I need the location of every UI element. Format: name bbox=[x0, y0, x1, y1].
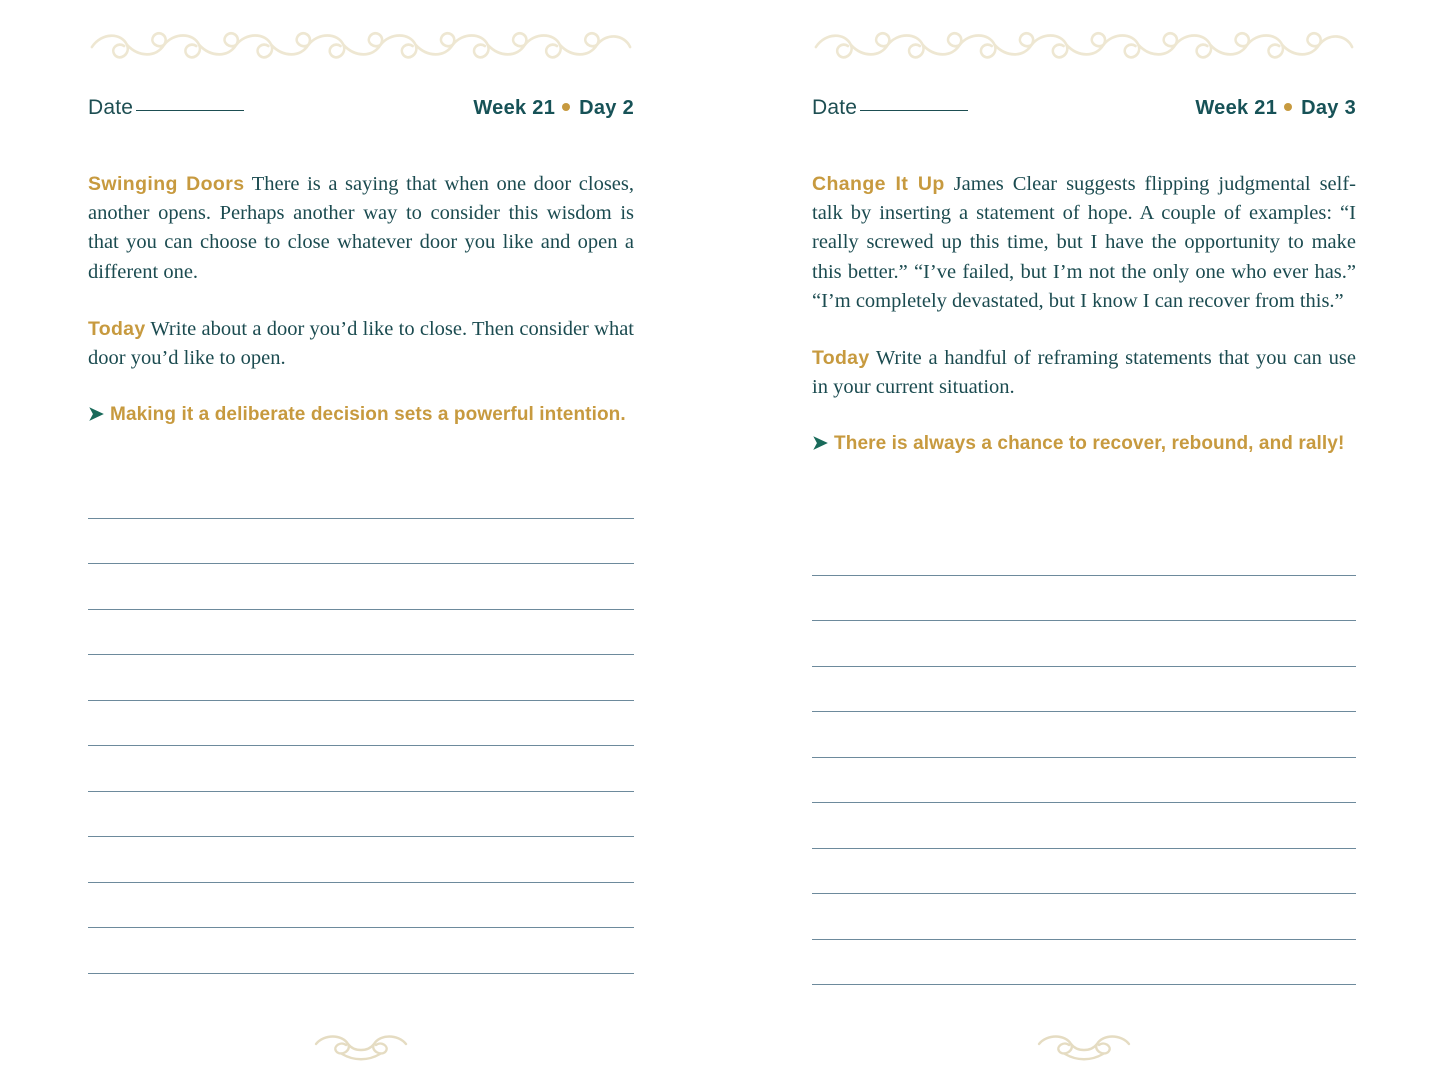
date-field-left[interactable] bbox=[88, 96, 244, 120]
ornament-flourish-bottom-icon bbox=[88, 1022, 634, 1062]
date-label-text: Date bbox=[88, 96, 134, 119]
day-label: Day 2 bbox=[579, 97, 634, 119]
entry-paragraph bbox=[88, 170, 634, 287]
writing-lines-left[interactable] bbox=[88, 473, 634, 974]
today-paragraph bbox=[88, 315, 634, 373]
date-field-right[interactable] bbox=[812, 96, 968, 120]
journal-page-right bbox=[722, 0, 1444, 1084]
week-day-label-right bbox=[1195, 97, 1356, 120]
writing-line[interactable] bbox=[88, 473, 634, 519]
page-header-right bbox=[812, 96, 1356, 120]
tip-callout bbox=[88, 401, 634, 429]
today-label: Today bbox=[88, 317, 146, 340]
date-write-line bbox=[860, 110, 968, 111]
writing-line[interactable] bbox=[812, 849, 1356, 895]
week-label: Week 21 bbox=[1195, 97, 1278, 119]
writing-line[interactable] bbox=[812, 758, 1356, 804]
ornament-flourish-bottom-icon bbox=[812, 1022, 1356, 1062]
writing-line[interactable] bbox=[812, 530, 1356, 576]
entry-title: Change It Up bbox=[812, 173, 945, 195]
ornament-flourish-top-icon bbox=[88, 26, 634, 68]
week-day-label-left bbox=[473, 97, 634, 120]
today-label: Today bbox=[812, 347, 870, 370]
writing-line[interactable] bbox=[812, 621, 1356, 667]
writing-line[interactable] bbox=[88, 746, 634, 792]
today-text: Write about a door you’d like to close. Then consider what door you’d like to open. bbox=[88, 317, 634, 370]
writing-line[interactable] bbox=[88, 837, 634, 883]
today-paragraph bbox=[812, 344, 1356, 402]
writing-line[interactable] bbox=[88, 610, 634, 656]
writing-line[interactable] bbox=[88, 519, 634, 565]
ornament-flourish-top-icon bbox=[812, 26, 1356, 68]
arrow-right-icon: ➤ bbox=[812, 433, 829, 455]
entry-paragraph bbox=[812, 170, 1356, 316]
journal-page-left bbox=[0, 0, 722, 1084]
writing-line[interactable] bbox=[812, 667, 1356, 713]
bullet-dot-icon bbox=[1284, 103, 1292, 111]
date-label-text: Date bbox=[812, 96, 858, 119]
tip-callout bbox=[812, 430, 1356, 458]
entry-text: James Clear suggests flipping judgmental self-talk by inserting a statement of hope. A couple of examples: “I really screwed up this time, but I have the opportunity to make this better.” “I’ve failed, but I’m not the only one who ever has.” “I’m completely devastated, but I know I can recover from this.” bbox=[812, 173, 1356, 312]
writing-line[interactable] bbox=[812, 576, 1356, 622]
bullet-dot-icon bbox=[562, 103, 570, 111]
writing-lines-right[interactable] bbox=[812, 530, 1356, 985]
writing-line[interactable] bbox=[88, 792, 634, 838]
date-write-line bbox=[136, 110, 244, 111]
writing-line[interactable] bbox=[812, 803, 1356, 849]
writing-line[interactable] bbox=[88, 701, 634, 747]
week-label: Week 21 bbox=[473, 97, 556, 119]
day-label: Day 3 bbox=[1301, 97, 1356, 119]
writing-line[interactable] bbox=[88, 883, 634, 929]
entry-body-right bbox=[812, 170, 1356, 458]
tip-text: Making it a deliberate decision sets a powerful intention. bbox=[110, 404, 626, 426]
tip-text: There is always a chance to recover, rebound, and rally! bbox=[834, 433, 1345, 455]
entry-title: Swinging Doors bbox=[88, 173, 245, 195]
writing-line[interactable] bbox=[812, 940, 1356, 986]
writing-line[interactable] bbox=[88, 928, 634, 974]
writing-line[interactable] bbox=[812, 894, 1356, 940]
writing-line[interactable] bbox=[88, 564, 634, 610]
entry-text: There is a saying that when one door closes, another opens. Perhaps another way to consider this wisdom is that you can choose to close whatever door you like and open a different one. bbox=[88, 173, 635, 283]
writing-line[interactable] bbox=[88, 655, 634, 701]
page-header-left bbox=[88, 96, 634, 120]
arrow-right-icon: ➤ bbox=[88, 404, 105, 426]
today-text: Write a handful of reframing statements that you can use in your current situation. bbox=[812, 347, 1356, 399]
entry-body-left bbox=[88, 170, 634, 429]
writing-line[interactable] bbox=[812, 712, 1356, 758]
